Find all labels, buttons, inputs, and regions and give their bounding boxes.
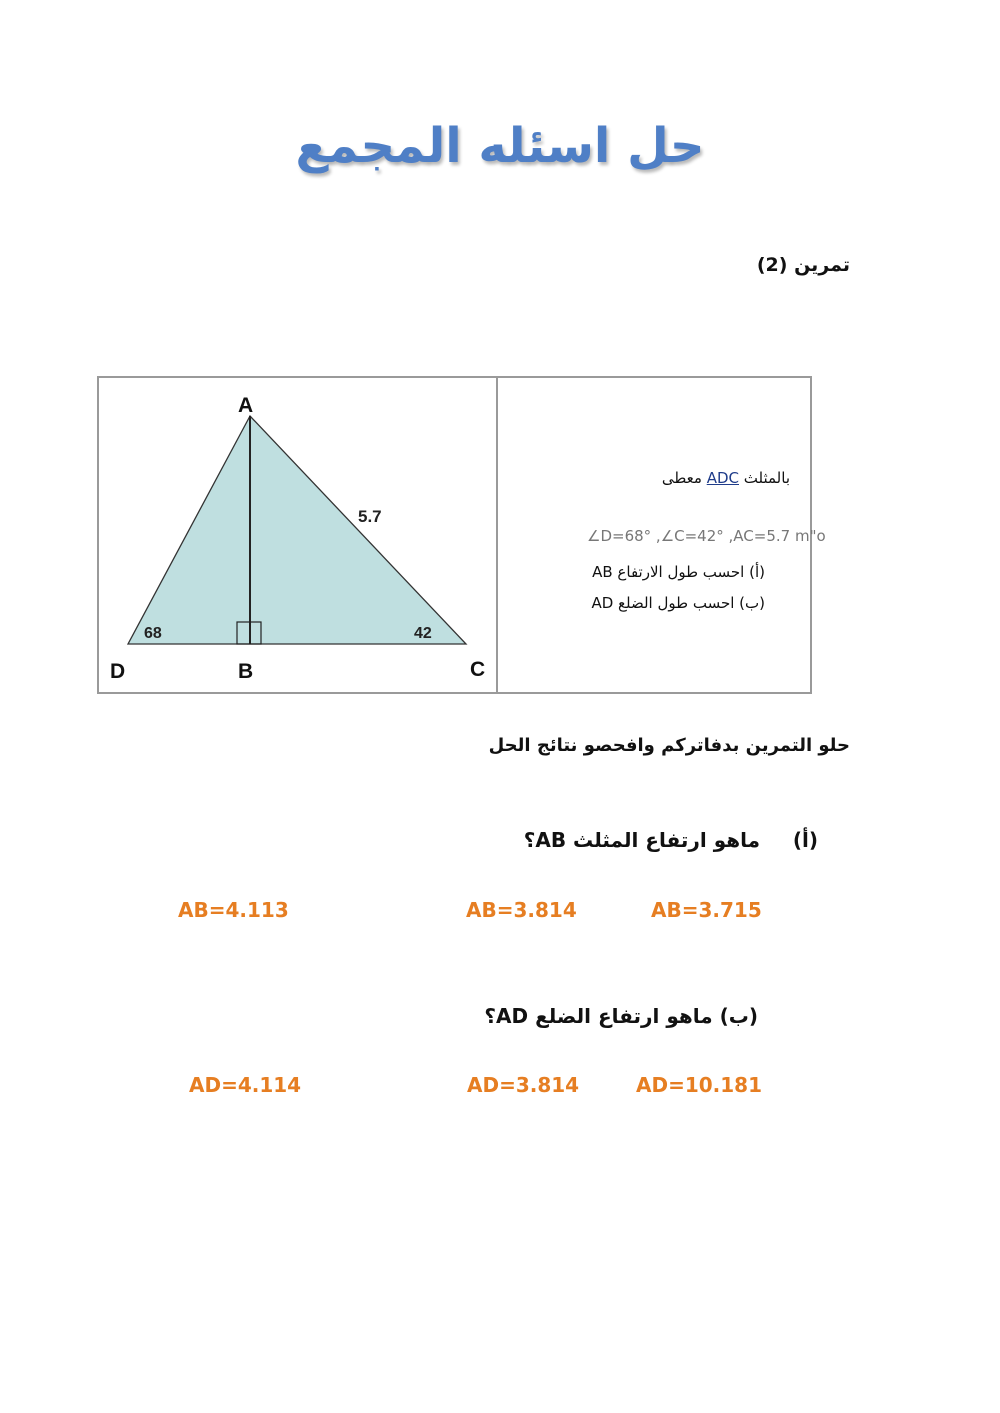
question-a-label: (أ) bbox=[792, 828, 818, 852]
triangle-adc bbox=[128, 416, 466, 644]
vertex-a-label: A bbox=[238, 394, 254, 417]
answer-option[interactable]: AB=3.814 bbox=[466, 898, 577, 922]
angle-d-value: 68 bbox=[144, 625, 162, 642]
answer-option[interactable]: AD=10.181 bbox=[636, 1073, 763, 1097]
question-b-text: (ب) ماهو ارتفاع الضلع AD؟ bbox=[484, 1004, 758, 1028]
answer-option[interactable]: AB=3.715 bbox=[651, 898, 762, 922]
answer-option[interactable]: AD=4.114 bbox=[189, 1073, 302, 1097]
answer-option[interactable]: AD=3.814 bbox=[467, 1073, 580, 1097]
instruction-text: حلو التمرين بدفاتركم وافحصو نتائج الحل bbox=[488, 735, 850, 756]
question-a-text: ماهو ارتفاع المثلث AB؟ bbox=[523, 828, 760, 852]
given-statement bbox=[662, 469, 790, 487]
task-a: (أ) احسب طول الارتفاع AB bbox=[592, 563, 765, 581]
exercise-title: تمرين (2) bbox=[756, 254, 850, 276]
page-title: حل اسئله المجمع bbox=[295, 118, 705, 174]
task-b: (ب) احسب طول الضلع AD bbox=[591, 594, 765, 612]
given-suffix: معطى bbox=[661, 469, 702, 487]
vertex-d-label: D bbox=[110, 660, 126, 683]
answer-option[interactable]: AB=4.113 bbox=[178, 898, 289, 922]
side-ac-length: 5.7 bbox=[358, 507, 382, 526]
vertex-c-label: C bbox=[470, 658, 486, 681]
given-prefix: بالمثلث bbox=[743, 469, 790, 487]
triangle-name: ADC bbox=[706, 469, 739, 487]
vertex-b-label: B bbox=[238, 660, 254, 683]
given-angles: ∠D=68° ,∠C=42° ,AC=5.7 m"o bbox=[587, 527, 826, 545]
table-divider bbox=[496, 376, 498, 694]
triangle-figure bbox=[99, 378, 495, 692]
angle-c-value: 42 bbox=[414, 625, 432, 642]
